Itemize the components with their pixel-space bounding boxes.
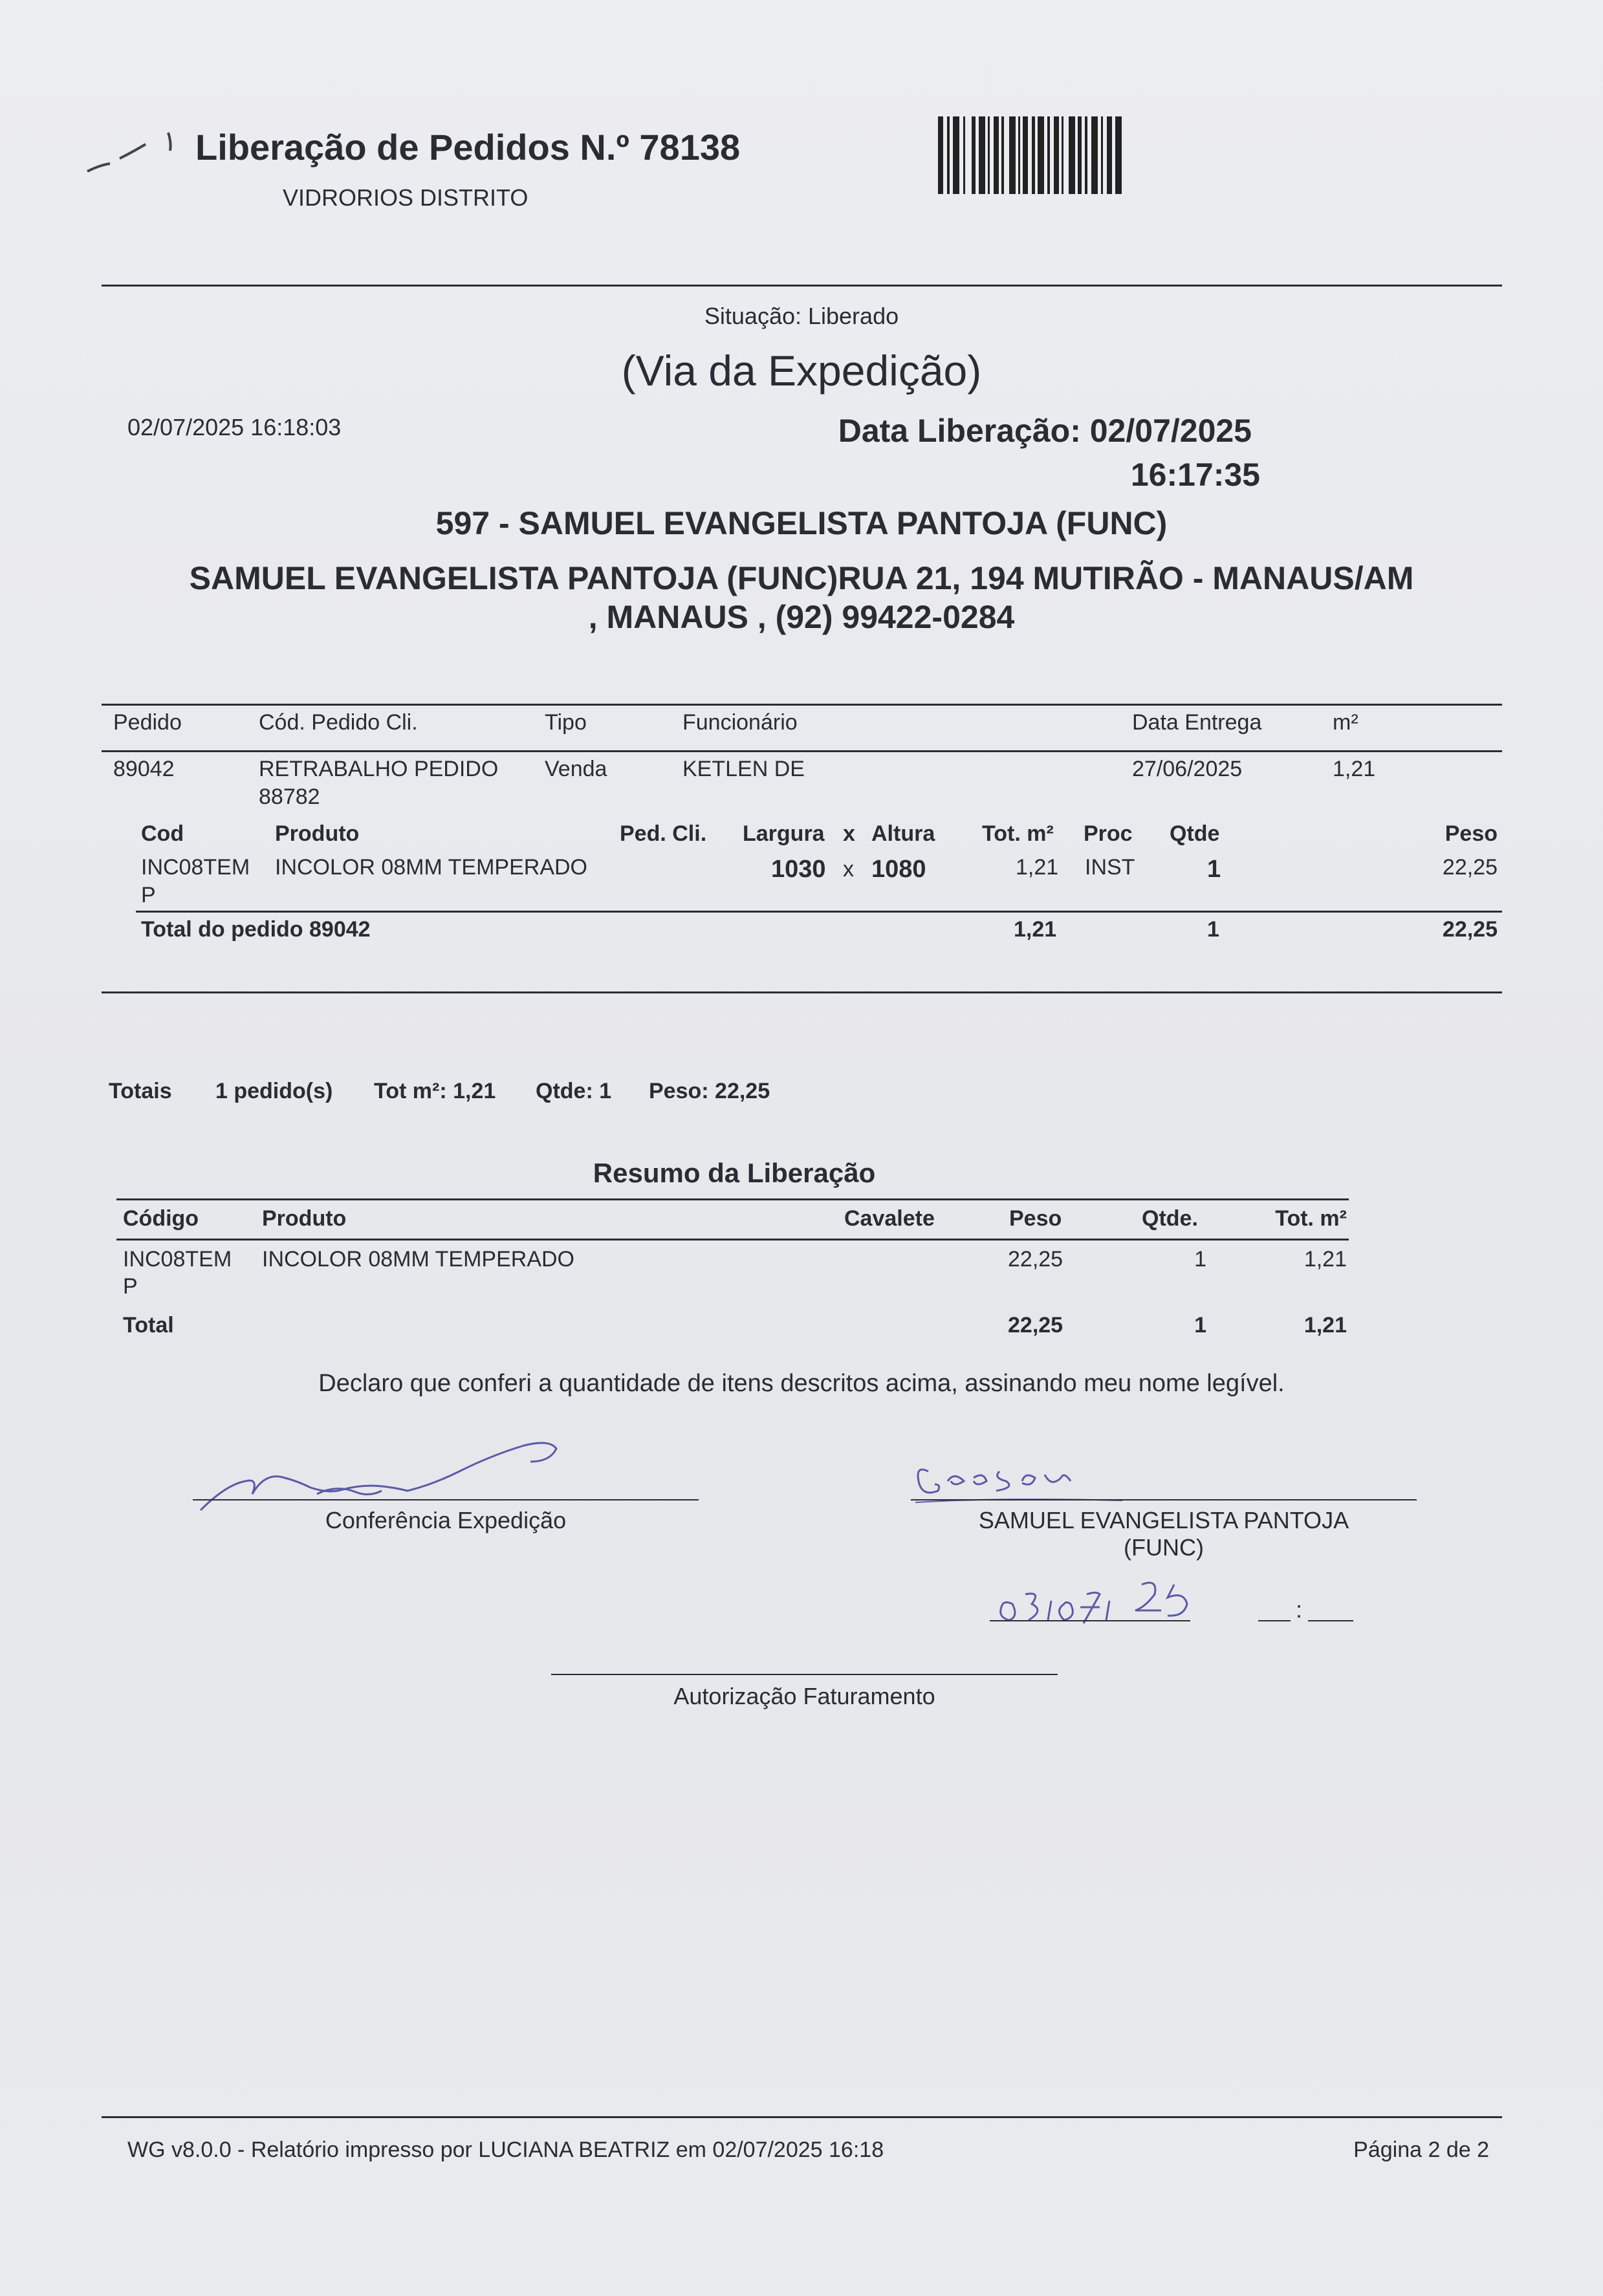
- summary-col-codigo: Código: [123, 1206, 199, 1231]
- totals-m2: Tot m²: 1,21: [374, 1079, 496, 1103]
- summary-title: Resumo da Liberação: [593, 1158, 876, 1188]
- client-city-phone: , MANAUS , (92) 99422-0284: [588, 599, 1015, 635]
- summary-col-peso: Peso: [1009, 1206, 1062, 1231]
- col-data-entrega: Data Entrega: [1132, 710, 1262, 735]
- col-cod-pedido-cli: Cód. Pedido Cli.: [259, 710, 418, 735]
- totals-pedidos: 1 pedido(s): [215, 1079, 333, 1103]
- date-line-2: [1258, 1620, 1291, 1621]
- order-m2: 1,21: [1333, 757, 1376, 781]
- date-line-1: [990, 1620, 1190, 1621]
- col-tipo: Tipo: [545, 710, 587, 735]
- summary-top-rule: [116, 1198, 1349, 1200]
- company-name: VIDRORIOS DISTRITO: [283, 184, 529, 211]
- document-title: Liberação de Pedidos N.º 78138: [195, 127, 741, 168]
- summary-tot-m2: 1,21: [1303, 1247, 1347, 1272]
- logo-mark-icon: [81, 126, 184, 178]
- item-col-largura: Largura: [743, 821, 825, 846]
- item-col-cod: Cod: [141, 821, 184, 846]
- item-col-ped-cli: Ped. Cli.: [620, 821, 707, 846]
- summary-col-cavalete: Cavalete: [844, 1206, 935, 1231]
- release-date: Data Liberação: 02/07/2025: [838, 413, 1252, 449]
- order-funcionario: KETLEN DE: [682, 757, 805, 781]
- order-total-label: Total do pedido 89042: [141, 917, 371, 942]
- status-text: Situação: Liberado: [704, 303, 899, 329]
- footer-left: WG v8.0.0 - Relatório impresso por LUCIANA BEATRIZ em 02/07/2025 16:18: [127, 2138, 884, 2162]
- orders-header-rule: [102, 750, 1502, 752]
- order-total-qtde: 1: [1207, 917, 1219, 942]
- declaration-text: Declaro que conferi a quantidade de itens descritos acima, assinando meu nome legível.: [318, 1370, 1285, 1397]
- order-cod-cli-line1: RETRABALHO PEDIDO: [259, 757, 499, 781]
- item-largura: 1030: [771, 856, 826, 883]
- via-label: (Via da Expedição): [621, 347, 982, 395]
- item-peso: 22,25: [1442, 855, 1498, 880]
- sig-label-client-2: (FUNC): [1124, 1534, 1204, 1561]
- summary-qtde: 1: [1194, 1247, 1206, 1272]
- summary-total-label: Total: [123, 1313, 174, 1338]
- summary-col-tot-m2: Tot. m²: [1275, 1206, 1347, 1231]
- client-address: SAMUEL EVANGELISTA PANTOJA (FUNC)RUA 21, 194 MUTIRÃO - MANAUS/AM: [189, 560, 1414, 596]
- item-tot-m2: 1,21: [1016, 855, 1059, 880]
- item-altura: 1080: [871, 856, 926, 883]
- time-colon: :: [1296, 1596, 1303, 1623]
- item-proc: INST: [1085, 855, 1135, 880]
- order-data-entrega: 27/06/2025: [1132, 757, 1243, 781]
- item-qtde: 1: [1207, 856, 1221, 883]
- sig-line-right: [911, 1499, 1417, 1500]
- footer-page: Página 2 de 2: [1353, 2138, 1489, 2162]
- date-line-3: [1308, 1620, 1353, 1621]
- order-tipo: Venda: [545, 757, 607, 781]
- summary-col-produto: Produto: [262, 1206, 347, 1231]
- item-col-qtde: Qtde: [1170, 821, 1220, 846]
- summary-col-qtde: Qtde.: [1142, 1206, 1198, 1231]
- item-col-produto: Produto: [275, 821, 360, 846]
- item-col-altura: Altura: [871, 821, 935, 846]
- sig-label-conferencia: Conferência Expedição: [325, 1507, 567, 1533]
- barcode: [938, 116, 1181, 194]
- order-cod-cli-line2: 88782: [259, 785, 320, 809]
- sig-label-faturamento: Autorização Faturamento: [673, 1683, 935, 1709]
- sig-line-bottom: [551, 1674, 1058, 1675]
- totals-label: Totais: [109, 1079, 172, 1103]
- orders-bottom-rule: [102, 991, 1502, 993]
- signature-client-icon: [902, 1452, 1135, 1513]
- client-name: 597 - SAMUEL EVANGELISTA PANTOJA (FUNC): [435, 505, 1168, 541]
- summary-total-qtde: 1: [1194, 1313, 1206, 1338]
- order-total-peso: 22,25: [1442, 917, 1498, 942]
- summary-codigo-line2: P: [123, 1274, 138, 1299]
- col-funcionario: Funcionário: [682, 710, 798, 735]
- totals-qtde: Qtde: 1: [536, 1079, 612, 1103]
- header-divider: [102, 285, 1502, 287]
- summary-total-tot-m2: 1,21: [1303, 1313, 1347, 1338]
- item-x: x: [843, 857, 854, 882]
- summary-produto: INCOLOR 08MM TEMPERADO: [262, 1247, 575, 1272]
- orders-top-rule: [102, 704, 1502, 706]
- summary-total-peso: 22,25: [1008, 1313, 1063, 1338]
- item-col-tot-m2: Tot. m²: [982, 821, 1054, 846]
- item-col-proc: Proc: [1084, 821, 1133, 846]
- summary-header-rule: [116, 1239, 1349, 1240]
- summary-codigo-line1: INC08TEM: [123, 1247, 232, 1272]
- printed-at: 02/07/2025 16:18:03: [127, 414, 342, 440]
- order-total-rule: [136, 911, 1502, 913]
- footer-rule: [102, 2116, 1502, 2118]
- item-produto: INCOLOR 08MM TEMPERADO: [275, 855, 588, 880]
- release-time: 16:17:35: [1130, 457, 1260, 493]
- totals-peso: Peso: 22,25: [649, 1079, 770, 1103]
- col-m2: m²: [1333, 710, 1358, 735]
- order-pedido: 89042: [113, 757, 175, 781]
- sig-label-client-1: SAMUEL EVANGELISTA PANTOJA: [978, 1507, 1349, 1533]
- col-pedido: Pedido: [113, 710, 182, 735]
- item-cod-line2: P: [141, 883, 156, 907]
- item-cod-line1: INC08TEM: [141, 855, 250, 880]
- item-col-x: x: [843, 821, 855, 846]
- summary-peso: 22,25: [1008, 1247, 1063, 1272]
- item-col-peso: Peso: [1445, 821, 1498, 846]
- sig-line-left: [193, 1499, 699, 1500]
- order-total-m2: 1,21: [1014, 917, 1057, 942]
